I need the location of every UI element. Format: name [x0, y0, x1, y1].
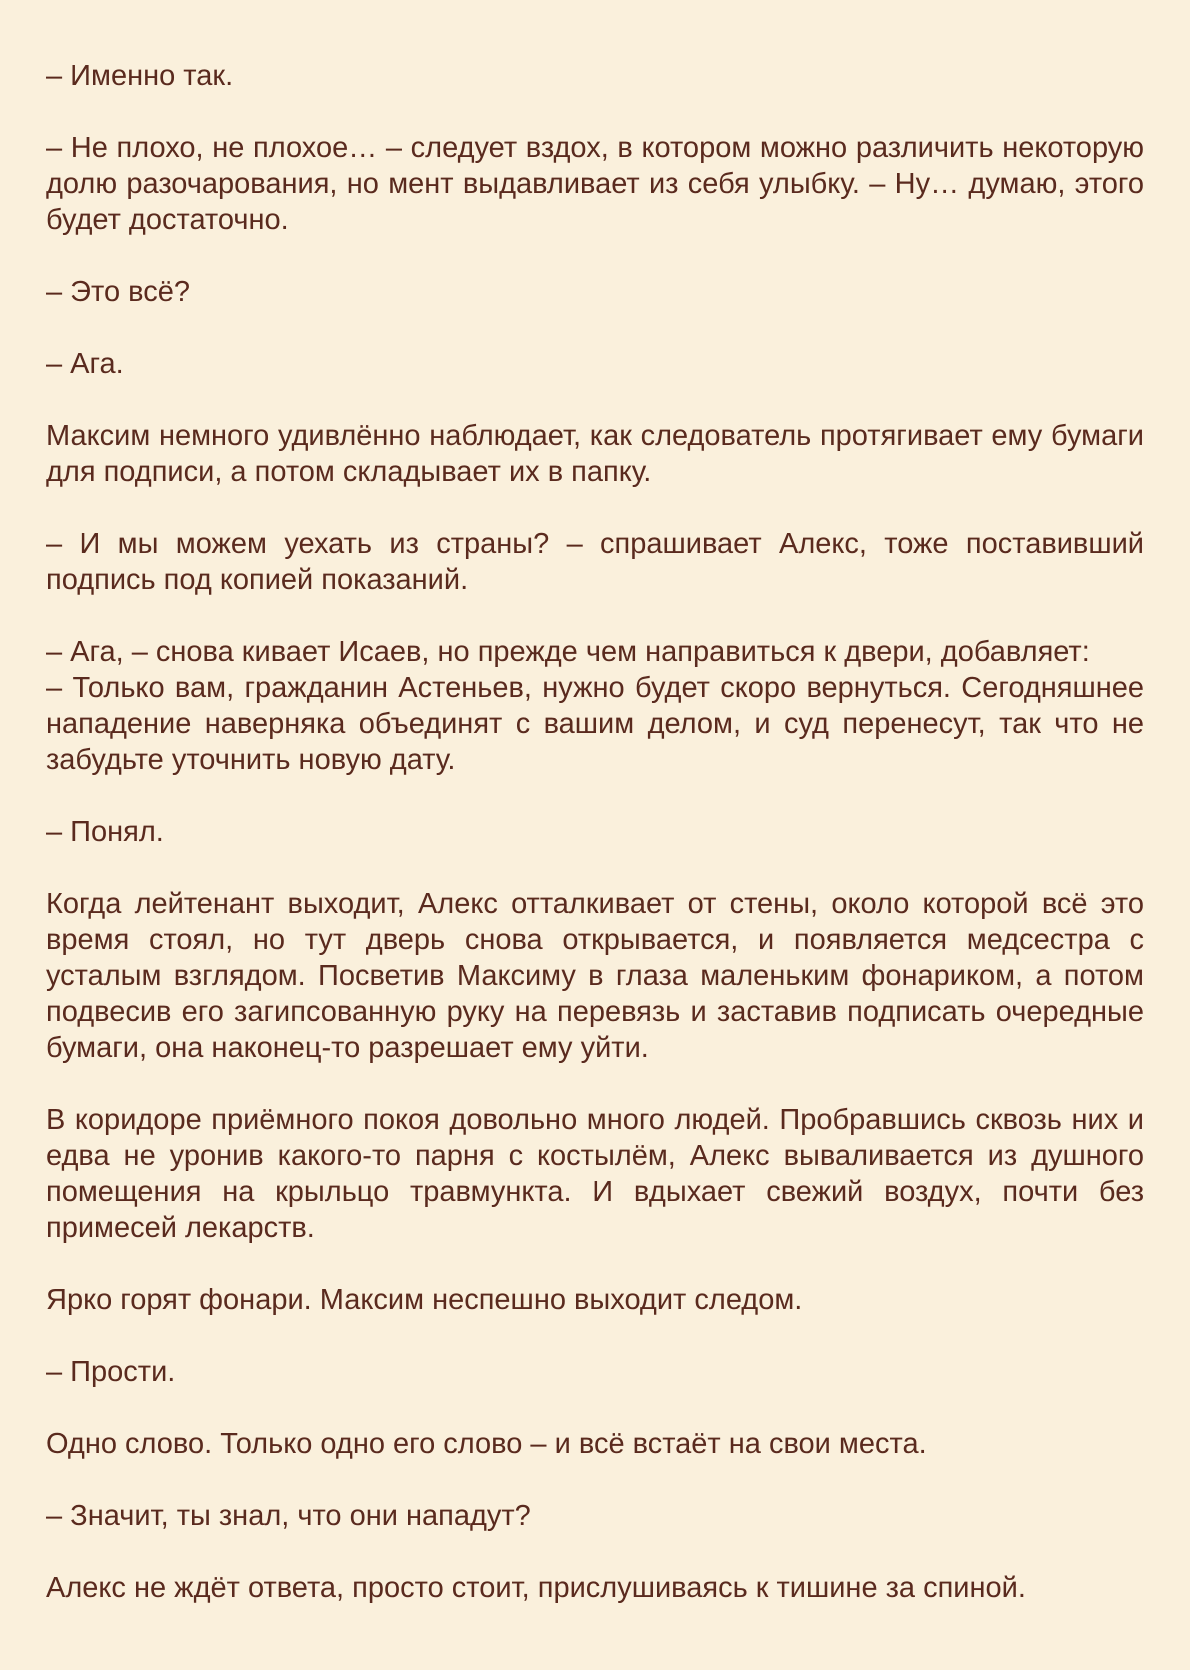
paragraph: – Понял. — [46, 816, 164, 848]
paragraph: – Ага, – снова кивает Исаев, но прежде чем направиться к двери, добавляет: — [46, 636, 1090, 668]
paragraph: Алекс не ждёт ответа, просто стоит, прислушиваясь к тишине за спиной. — [46, 1572, 1026, 1604]
paragraph: Ярко горят фонари. Максим неспешно выходит следом. — [46, 1284, 803, 1316]
paragraph: – Это всё? — [46, 276, 191, 308]
paragraph: – Ага. — [46, 348, 124, 380]
paragraph: Максим немного удивлённо наблюдает, как следователь протягивает ему бумаги для подписи, а потом складывает их в папку. — [46, 420, 1144, 488]
paragraph: – Только вам, гражданин Астеньев, нужно будет скоро вернуться. Сегодняшнее нападение наверняка объединят с вашим делом, и суд перенесут, так что не забудьте уточнить новую дату. — [46, 672, 1144, 776]
paragraph: – Значит, ты знал, что они нападут? — [46, 1500, 531, 1532]
paragraph: – Не плохо, не плохое… – следует вздох, в котором можно различить некоторую долю разочарования, но мент выдавливает из себя улыбку. – Ну… думаю, этого будет достаточно. — [46, 132, 1144, 236]
paragraph: – И мы можем уехать из страны? – спрашивает Алекс, тоже поставивший подпись под копией показаний. — [46, 528, 1144, 596]
paragraph: – Именно так. — [46, 60, 234, 92]
paragraph: Когда лейтенант выходит, Алекс отталкивает от стены, около которой всё это время стоял, но тут дверь снова открывается, и появляется медсестра с усталым взглядом. Посветив Максиму в глаза маленьким фонариком, а потом подвесив его загипсованную руку на перевязь и заставив подписать очередные бумаги, она наконец-то разрешает ему уйти. — [46, 888, 1144, 1064]
paragraph: Одно слово. Только одно его слово – и всё встаёт на свои места. — [46, 1428, 927, 1460]
paragraph: В коридоре приёмного покоя довольно много людей. Пробравшись сквозь них и едва не уронив какого-то парня с костылём, Алекс вываливается из душного помещения на крыльцо травмункта. И вдыхает свежий воздух, почти без примесей лекарств. — [46, 1104, 1144, 1244]
paragraph: – Прости. — [46, 1356, 176, 1388]
